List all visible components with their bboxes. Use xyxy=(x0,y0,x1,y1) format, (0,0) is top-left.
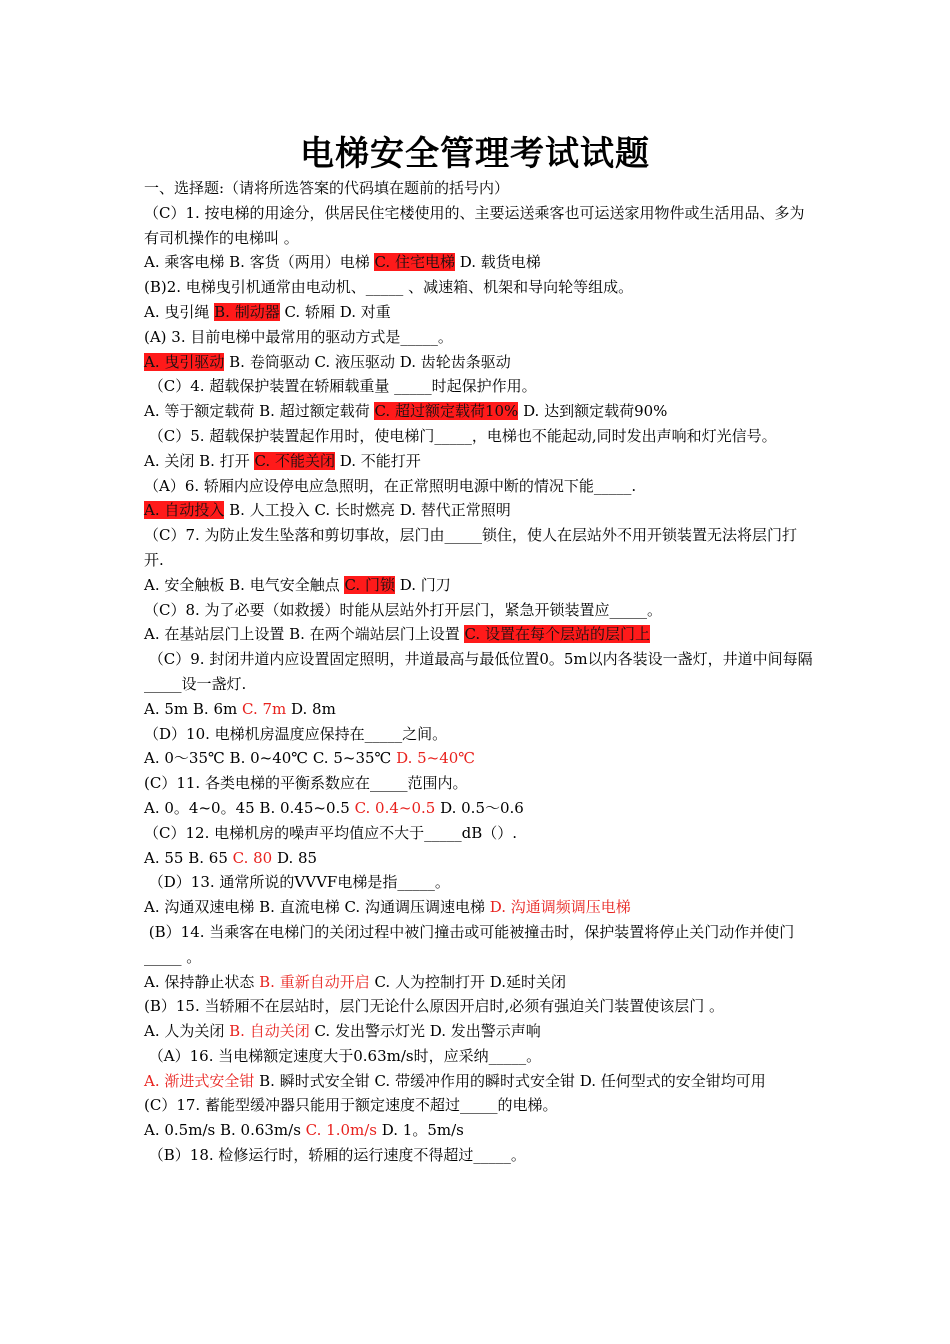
option-text: D. 0.5～0.6 xyxy=(435,798,524,817)
option-text: A. 安全触板 B. 电气安全触点 xyxy=(144,575,345,594)
question-text: （C）5. 超载保护装置起作用时，使电梯门_____，电梯也不能起动,同时发出声响和灯光信号。 xyxy=(144,426,777,445)
option-text: C. 人为控制打开 D.延时关闭 xyxy=(369,972,566,991)
question-text: (A) 3. 目前电梯中最常用的驱动方式是_____。 xyxy=(144,327,453,346)
answer-options xyxy=(144,697,814,722)
document-title: 电梯安全管理考试试题 xyxy=(300,134,650,174)
question-text: (B）14. 当乘客在电梯门的关闭过程中被门撞击或可能被撞击时，保护装置将停止关门动作并使门 _____ 。 xyxy=(144,922,800,966)
option-text: D. 1。5m/s xyxy=(376,1121,464,1140)
answer-options xyxy=(144,1069,814,1094)
option-text: B. 人工投入 C. 长时燃亮 D. 替代正常照明 xyxy=(224,501,511,520)
option-text: A. 0。4~0。45 B. 0.45~0.5 xyxy=(144,798,355,817)
highlighted-answer: C. 超过额定载荷10% xyxy=(374,402,519,421)
option-text: C. 发出警示灯光 D. 发出警示声响 xyxy=(309,1022,541,1041)
highlighted-answer: A. 曳引驱动 xyxy=(144,352,225,371)
option-text: D. 门刀 xyxy=(394,575,451,594)
option-text: A. 等于额定载荷 B. 超过额定载荷 xyxy=(144,402,375,421)
option-text: D. 85 xyxy=(272,848,318,867)
answer-options xyxy=(144,846,814,871)
question-text: （C）4. 超载保护装置在轿厢载重量 _____时起保护作用。 xyxy=(144,377,537,396)
option-text: C. 轿厢 D. 对重 xyxy=(279,302,391,321)
option-text: A. 人为关闭 xyxy=(144,1022,230,1041)
red-answer: C. 1.0m/s xyxy=(305,1121,377,1140)
highlighted-answer: C. 住宅电梯 xyxy=(374,253,455,272)
answer-options xyxy=(144,573,814,598)
red-answer: C. 7m xyxy=(242,699,287,718)
question-text: (B)2. 电梯曳引机通常由电动机、_____ 、减速箱、机架和导向轮等组成。 xyxy=(144,278,634,297)
question-text: （A）16. 当电梯额定速度大于0.63m/s时，应采纳_____。 xyxy=(144,1046,542,1065)
red-answer: D. 5~40℃ xyxy=(396,749,476,768)
question-text: （C）9. 封闭井道内应设置固定照明，井道最高与最低位置0。5m以内各装设一盏灯，井道中间每隔_____设一盏灯. xyxy=(144,650,813,693)
question-text: （C）7. 为防止发生坠落和剪切事故，层门由_____锁住，使人在层站外不用开锁装置无法将层门打开. xyxy=(144,526,798,569)
answer-options xyxy=(144,1019,814,1044)
option-text: D. 不能打开 xyxy=(334,451,421,470)
question-text: (C）11. 各类电梯的平衡系数应在_____范围内。 xyxy=(144,774,468,793)
option-text: D. 达到额定载荷90% xyxy=(518,402,668,421)
question-text: （D）10. 电梯机房温度应保持在_____之间。 xyxy=(144,724,448,743)
question-list xyxy=(144,176,814,1168)
answer-options xyxy=(144,1118,814,1143)
highlighted-answer: C. 门锁 xyxy=(344,575,395,594)
highlighted-answer: A. 自动投入 xyxy=(144,501,225,520)
answer-options xyxy=(144,746,814,771)
highlighted-answer: C. 设置在每个层站的层门上 xyxy=(464,625,650,644)
question-text: (C）17. 蓄能型缓冲器只能用于额定速度不超过_____的电梯。 xyxy=(144,1096,558,1115)
question-text: （A）6. 轿厢内应设停电应急照明，在正常照明电源中断的情况下能_____. xyxy=(144,476,637,495)
question-text: （B）18. 检修运行时，轿厢的运行速度不得超过_____。 xyxy=(144,1146,526,1165)
question-text: （C）1. 按电梯的用途分，供居民住宅楼使用的、主要运送乘客也可运送家用物件或生活用品、多为有司机操作的电梯叫 。 xyxy=(144,203,805,247)
red-answer: B. 重新自动开启 xyxy=(259,972,370,991)
answer-options xyxy=(144,622,814,647)
red-answer: B. 自动关闭 xyxy=(229,1022,310,1041)
red-answer: A. 渐进式安全钳 xyxy=(144,1071,255,1090)
answer-options xyxy=(144,250,814,275)
option-text: B. 瞬时式安全钳 C. 带缓冲作用的瞬时式安全钳 D. 任何型式的安全钳均可用 xyxy=(254,1071,766,1090)
option-text: A. 沟通双速电梯 B. 直流电梯 C. 沟通调压调速电梯 xyxy=(144,898,490,917)
question-text: （C）8. 为了必要（如救援）时能从层站外打开层门，紧急开锁装置应_____。 xyxy=(144,600,663,619)
highlighted-answer: B. 制动器 xyxy=(214,302,280,321)
answer-options xyxy=(144,350,814,375)
answer-options xyxy=(144,449,814,474)
question-text: （C）12. 电梯机房的噪声平均值应不大于_____dB（）. xyxy=(144,823,517,842)
answer-options xyxy=(144,498,814,523)
option-text: A. 关闭 B. 打开 xyxy=(144,451,255,470)
answer-options xyxy=(144,796,814,821)
answer-options xyxy=(144,970,814,995)
highlighted-answer: C. 不能关闭 xyxy=(254,451,335,470)
red-answer: C. 80 xyxy=(232,848,273,867)
option-text: A. 乘客电梯 B. 客货（两用）电梯 xyxy=(144,253,375,272)
question-text: (B）15. 当轿厢不在层站时，层门无论什么原因开启时,必须有强迫关门装置使该层门 。 xyxy=(144,997,725,1016)
answer-options xyxy=(144,895,814,920)
option-text: A. 5m B. 6m xyxy=(144,699,242,718)
option-text: A. 0.5m/s B. 0.63m/s xyxy=(144,1121,306,1140)
option-text: A. 在基站层门上设置 B. 在两个端站层门上设置 xyxy=(144,625,465,644)
question-text: （D）13. 通常所说的VVVF电梯是指_____。 xyxy=(144,873,450,892)
option-text: A. 0～35℃ B. 0~40℃ C. 5~35℃ xyxy=(144,749,397,768)
section-heading: 一、选择题:（请将所选答案的代码填在题前的括号内） xyxy=(144,179,510,197)
red-answer: C. 0.4~0.5 xyxy=(354,798,436,817)
answer-options xyxy=(144,300,814,325)
red-answer: D. 沟通调频调压电梯 xyxy=(489,898,631,917)
option-text: D. 8m xyxy=(286,699,336,718)
answer-options xyxy=(144,399,814,424)
option-text: A. 55 B. 65 xyxy=(144,848,233,867)
option-text: A. 曳引绳 xyxy=(144,302,215,321)
option-text: B. 卷筒驱动 C. 液压驱动 D. 齿轮齿条驱动 xyxy=(224,352,511,371)
option-text: A. 保持静止状态 xyxy=(144,972,260,991)
option-text: D. 载货电梯 xyxy=(454,253,541,272)
